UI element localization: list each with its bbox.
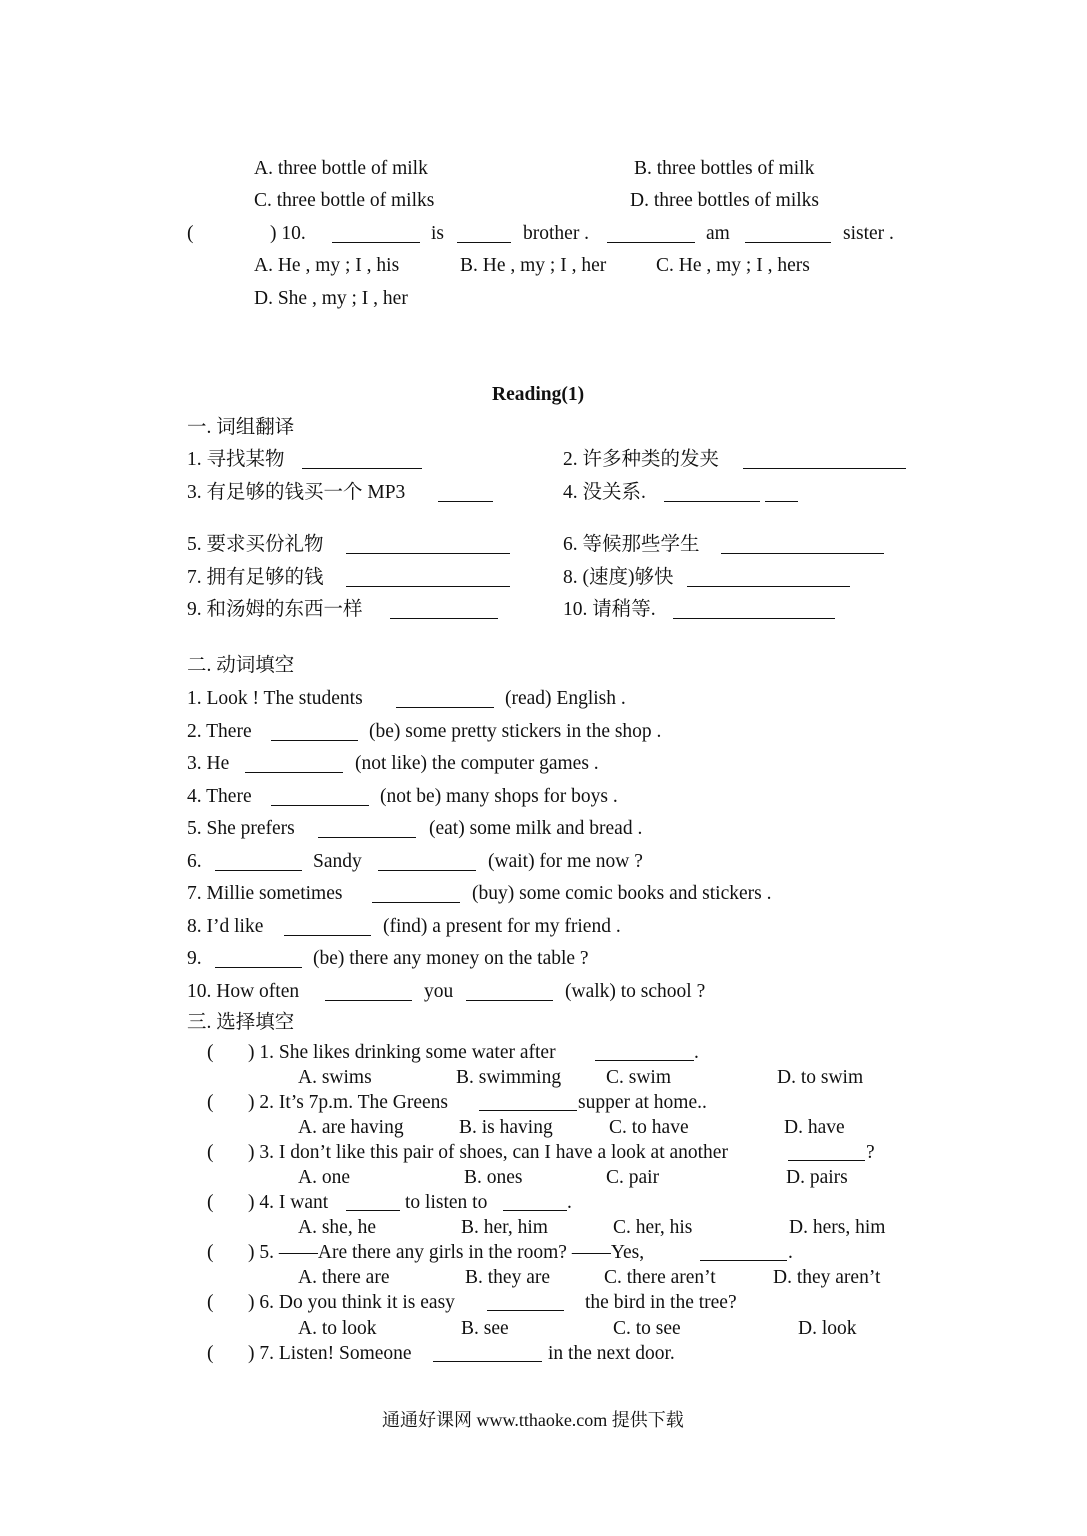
q10-number: ) 10. (270, 223, 306, 244)
section1-item-1: 1. 寻找某物 (187, 449, 285, 470)
s2-line3-a: 3. He (187, 753, 230, 774)
s3-q5-blank[interactable] (700, 1260, 787, 1261)
section1-item-5: 5. 要求买份礼物 (187, 534, 324, 555)
q10-paren: ( (187, 223, 194, 244)
s3-q5-option-c: C. there aren’t (604, 1267, 716, 1288)
s3-q6-blank[interactable] (487, 1310, 564, 1311)
s3-q4-option-d: D. hers, him (789, 1217, 886, 1238)
s3-q6-option-d: D. look (798, 1318, 857, 1339)
section1-blank-4a[interactable] (664, 501, 760, 502)
section1-item-10: 10. 请稍等. (563, 599, 656, 620)
s2-line7-b: (buy) some comic books and stickers . (472, 883, 772, 904)
s2-line9-b: (be) there any money on the table ? (313, 948, 589, 969)
s3-q2-option-b: B. is having (459, 1117, 553, 1138)
s3-q2-option-a: A. are having (298, 1117, 404, 1138)
s2-line10-blank-2[interactable] (466, 1000, 553, 1001)
q10-blank-2[interactable] (457, 242, 511, 243)
s2-line10-b: you (424, 981, 454, 1002)
q10-blank-4[interactable] (745, 242, 831, 243)
section1-blank-6[interactable] (721, 553, 884, 554)
s2-line5-b: (eat) some milk and bread . (429, 818, 643, 839)
s3-q5-option-d: D. they aren’t (773, 1267, 881, 1288)
s3-q5-stem: ) 5. ——Are there any girls in the room? ——Yes, (248, 1242, 645, 1263)
s3-q6-stem: ) 6. Do you think it is easy (248, 1292, 455, 1313)
s2-line3-b: (not like) the computer games . (355, 753, 599, 774)
section1-item-3: 3. 有足够的钱买一个 MP3 (187, 482, 406, 503)
s3-q3-option-c: C. pair (606, 1167, 660, 1188)
section3-heading: 三. 选择填空 (187, 1012, 295, 1033)
s2-line1-a: 1. Look ! The students (187, 688, 363, 709)
page-footer: 通通好课网 www.tthaoke.com 提供下载 (382, 1410, 684, 1430)
section1-blank-3[interactable] (438, 501, 493, 502)
s2-line6-a: 6. (187, 851, 202, 872)
s3-q5-option-b: B. they are (465, 1267, 551, 1288)
s3-q3-option-a: A. one (298, 1167, 350, 1188)
section1-item-6: 6. 等候那些学生 (563, 534, 700, 555)
s2-line8-a: 8. I’d like (187, 916, 264, 937)
q10-word-am: am (706, 223, 730, 244)
section1-item-9: 9. 和汤姆的东西一样 (187, 599, 363, 620)
s3-q4-option-a: A. she, he (298, 1217, 376, 1238)
s2-line5-a: 5. She prefers (187, 818, 295, 839)
q9-option-b: B. three bottles of milk (634, 158, 815, 179)
s2-line2-b: (be) some pretty stickers in the shop . (369, 721, 662, 742)
section1-blank-7[interactable] (346, 586, 510, 587)
s2-line9-a: 9. (187, 948, 202, 969)
s2-line10-a: 10. How often (187, 981, 300, 1002)
s3-q4-stem-end: . (567, 1192, 572, 1213)
q10-option-c: C. He , my ; I , hers (656, 255, 810, 276)
s2-line6-blank-1[interactable] (215, 870, 302, 871)
s2-line8-b: (find) a present for my friend . (383, 916, 621, 937)
q10-word-is: is (431, 223, 445, 244)
section1-item-8: 8. (速度)够快 (563, 567, 674, 588)
s3-q6-option-b: B. see (461, 1318, 509, 1339)
s3-q6-option-c: C. to see (613, 1318, 681, 1339)
s2-line1-blank[interactable] (396, 707, 494, 708)
s2-line4-blank[interactable] (271, 805, 369, 806)
s3-q4-paren: ( (207, 1192, 214, 1213)
s3-q2-blank[interactable] (479, 1110, 577, 1111)
s3-q6-paren: ( (207, 1292, 214, 1313)
s2-line6-c: (wait) for me now ? (488, 851, 643, 872)
s3-q1-option-a: A. swims (298, 1067, 372, 1088)
s2-line8-blank[interactable] (284, 935, 371, 936)
section1-blank-1[interactable] (302, 468, 422, 469)
s3-q1-paren: ( (207, 1042, 214, 1063)
q10-option-a: A. He , my ; I , his (254, 255, 400, 276)
section1-blank-9[interactable] (390, 618, 498, 619)
s3-q4-blank-1[interactable] (346, 1210, 400, 1211)
s3-q5-paren: ( (207, 1242, 214, 1263)
q10-option-b: B. He , my ; I , her (460, 255, 607, 276)
s3-q4-option-c: C. her, his (613, 1217, 693, 1238)
q10-option-d: D. She , my ; I , her (254, 288, 408, 309)
q10-blank-3[interactable] (607, 242, 695, 243)
section1-blank-5[interactable] (346, 553, 510, 554)
q9-option-c: C. three bottle of milks (254, 190, 435, 211)
s3-q4-stem-mid: to listen to (405, 1192, 488, 1213)
section1-blank-4b[interactable] (765, 501, 798, 502)
s3-q3-stem-end: ? (866, 1142, 875, 1163)
s3-q2-paren: ( (207, 1092, 214, 1113)
s3-q3-option-d: D. pairs (786, 1167, 848, 1188)
s2-line5-blank[interactable] (318, 837, 416, 838)
s3-q6-option-a: A. to look (298, 1318, 377, 1339)
s2-line7-blank[interactable] (372, 902, 460, 903)
s3-q3-stem: ) 3. I don’t like this pair of shoes, can I have a look at another (248, 1142, 728, 1163)
s2-line3-blank[interactable] (245, 772, 343, 773)
section1-heading: 一. 词组翻译 (187, 417, 295, 438)
s3-q2-option-d: D. have (784, 1117, 845, 1138)
s2-line6-b: Sandy (313, 851, 362, 872)
section1-item-7: 7. 拥有足够的钱 (187, 567, 324, 588)
q9-option-d: D. three bottles of milks (630, 190, 820, 211)
s2-line1-b: (read) English . (505, 688, 626, 709)
q10-blank-1[interactable] (332, 242, 420, 243)
s3-q2-option-c: C. to have (609, 1117, 689, 1138)
section1-item-2: 2. 许多种类的发夹 (563, 449, 720, 470)
s2-line10-blank-1[interactable] (325, 1000, 412, 1001)
section1-blank-8[interactable] (687, 586, 850, 587)
s3-q1-stem-end: . (694, 1042, 699, 1063)
reading-title: Reading(1) (492, 384, 585, 405)
section1-blank-2[interactable] (743, 468, 906, 469)
s3-q7-paren: ( (207, 1343, 214, 1364)
s3-q7-stem-end: in the next door. (548, 1343, 675, 1364)
s2-line9-blank[interactable] (215, 967, 302, 968)
s2-line7-a: 7. Millie sometimes (187, 883, 343, 904)
s2-line6-blank-2[interactable] (378, 870, 476, 871)
s3-q1-option-d: D. to swim (777, 1067, 864, 1088)
s3-q7-stem: ) 7. Listen! Someone (248, 1343, 412, 1364)
s3-q4-blank-2[interactable] (503, 1210, 567, 1211)
s3-q5-stem-end: . (788, 1242, 793, 1263)
s2-line10-c: (walk) to school ? (565, 981, 706, 1002)
q10-word-sister: sister . (843, 223, 894, 244)
q10-word-brother: brother . (523, 223, 590, 244)
s3-q5-option-a: A. there are (298, 1267, 390, 1288)
s2-line2-a: 2. There (187, 721, 252, 742)
s2-line2-blank[interactable] (271, 740, 358, 741)
s3-q3-blank[interactable] (788, 1160, 865, 1161)
s3-q3-option-b: B. ones (464, 1167, 523, 1188)
s3-q4-option-b: B. her, him (461, 1217, 548, 1238)
s3-q4-stem: ) 4. I want (248, 1192, 329, 1213)
s3-q3-paren: ( (207, 1142, 214, 1163)
s2-line4-b: (not be) many shops for boys . (380, 786, 618, 807)
section1-blank-10[interactable] (673, 618, 835, 619)
s3-q1-blank[interactable] (595, 1060, 694, 1061)
s3-q1-option-b: B. swimming (456, 1067, 562, 1088)
s3-q2-stem: ) 2. It’s 7p.m. The Greens (248, 1092, 449, 1113)
s3-q7-blank[interactable] (433, 1361, 542, 1362)
q9-option-a: A. three bottle of milk (254, 158, 428, 179)
s2-line4-a: 4. There (187, 786, 252, 807)
section2-heading: 二. 动词填空 (187, 655, 295, 676)
s3-q2-stem-end: supper at home.. (578, 1092, 707, 1113)
s3-q6-stem-end: the bird in the tree? (585, 1292, 737, 1313)
s3-q1-option-c: C. swim (606, 1067, 672, 1088)
section1-item-4: 4. 没关系. (563, 482, 646, 503)
s3-q1-stem: ) 1. She likes drinking some water after (248, 1042, 556, 1063)
